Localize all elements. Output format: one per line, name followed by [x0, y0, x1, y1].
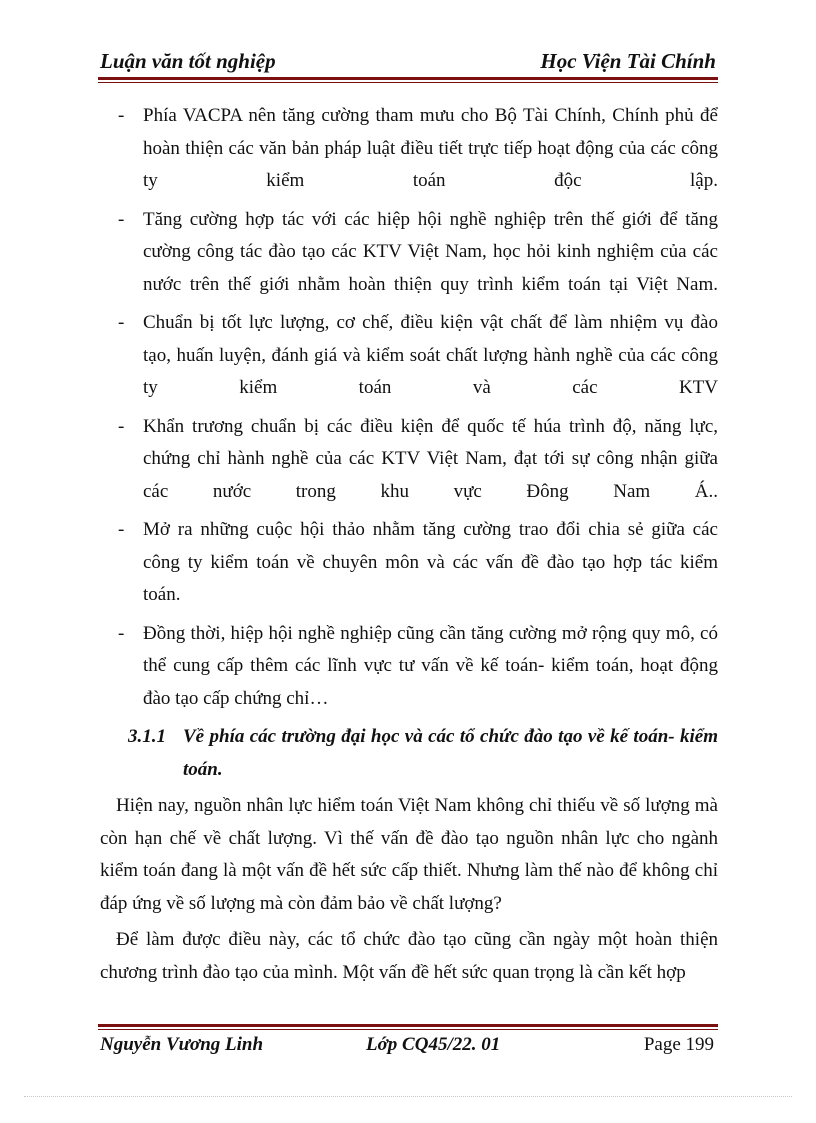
page-header — [100, 44, 716, 74]
footer-rule-thin — [98, 1029, 718, 1030]
bullet-dash: - — [118, 312, 125, 333]
bullet-line: cường công tác đào tạo các KTV Việt Nam, học hỏi kinh nghiệm của các — [143, 241, 718, 262]
body-paragraph: Hiện nay, nguồn nhân lực hiểm toán Việt Nam không chỉ thiếu về số lượng mà còn hạn chế về chất lượng. Vì thế vấn đề đào tạo nguồn nhân lực cho ngành kiểm toán đang là một vấn đề hết sức cấp thiết. Nhưng làm thế nào để không chỉ đáp ứng về số lượng mà còn đảm bảo về chất lượng? — [100, 795, 718, 914]
bullet-item — [100, 411, 718, 509]
bullet-dash: - — [118, 415, 125, 437]
page-footer — [100, 1034, 716, 1060]
bullet-line: các nước trong khu vực Đông Nam Á.. — [143, 480, 718, 502]
section-title: Về phía các trường đại học và các tổ chức đào tạo về kế toán- kiểm toán. — [183, 726, 718, 780]
bullet-line: thể cung cấp thêm các lĩnh vực tư vấn về kế toán- kiểm toán, hoạt động — [143, 655, 718, 676]
bullet-line: đào tạo cấp chứng chỉ… — [143, 687, 329, 709]
footer-rule-thick — [98, 1024, 718, 1027]
bullet-line: Chuẩn bị tốt lực lượng, cơ chế, điều kiện vật chất để làm nhiệm vụ đào — [143, 312, 718, 333]
bullet-dash: - — [118, 105, 125, 126]
bullet-line: hoàn thiện các văn bản pháp luật điều tiết trực tiếp hoạt động của các công — [143, 137, 718, 159]
bullet-item — [100, 514, 718, 612]
header-institution: Học Viện Tài Chính — [540, 49, 716, 73]
bullet-dash: - — [118, 519, 125, 540]
footer-author: Nguyễn Vương Linh — [100, 1034, 264, 1055]
bullet-line: công ty kiểm toán về chuyên môn và các vấn đề đào tạo hợp tác kiểm — [143, 551, 718, 573]
bullet-line: Đồng thời, hiệp hội nghề nghiệp cũng cần tăng cường mở rộng quy mô, có — [143, 622, 718, 644]
header-thesis-title: Luận văn tốt nghiệp — [100, 49, 276, 73]
bullet-line: tạo, huấn luyện, đánh giá và kiểm soát chất lượng hành nghề của các công — [143, 344, 718, 366]
header-rule-thick — [98, 77, 718, 80]
bullet-item — [100, 204, 718, 302]
bullet-dash: - — [118, 208, 125, 230]
bullet-line: nước trên thế giới nhằm hoàn thiện quy trình kiểm toán tại Việt Nam. — [143, 273, 718, 295]
section-number: 3.1.1 — [128, 726, 166, 747]
section-heading — [100, 721, 718, 786]
body-paragraph: Để làm được điều này, các tổ chức đào tạo cũng cần ngày một hoàn thiện chương trình đào tạo của mình. Một vấn đề hết sức quan trọng là cần kết hợp — [100, 929, 718, 983]
bullet-item — [100, 307, 718, 405]
page-body — [100, 100, 718, 989]
bullet-item — [100, 618, 718, 716]
footer-class: Lớp CQ45/22. 01 — [366, 1034, 501, 1055]
page-bottom-divider — [24, 1096, 792, 1097]
bullet-line: Khẩn trương chuẩn bị các điều kiện để quốc tế húa trình độ, năng lực, — [143, 415, 718, 437]
footer-page-number: Page 199 — [643, 1034, 714, 1055]
header-rule-thin — [98, 82, 718, 83]
bullet-dash: - — [118, 622, 125, 644]
bullet-line: chứng chỉ hành nghề của các KTV Việt Nam, đạt tới sự công nhận giữa — [143, 448, 718, 469]
bullet-line: Phía VACPA nên tăng cường tham mưu cho Bộ Tài Chính, Chính phủ để — [143, 105, 718, 126]
bullet-line: toán. — [143, 584, 181, 605]
bullet-line: ty kiểm toán độc lập. — [143, 170, 718, 191]
bullet-item — [100, 100, 718, 198]
bullet-line: ty kiểm toán và các KTV — [143, 377, 718, 398]
bullet-line: Tăng cường hợp tác với các hiệp hội nghề nghiệp trên thế giới để tăng — [143, 208, 718, 230]
bullet-line: Mở ra những cuộc hội thảo nhằm tăng cường trao đổi chia sẻ giữa các — [143, 519, 718, 540]
